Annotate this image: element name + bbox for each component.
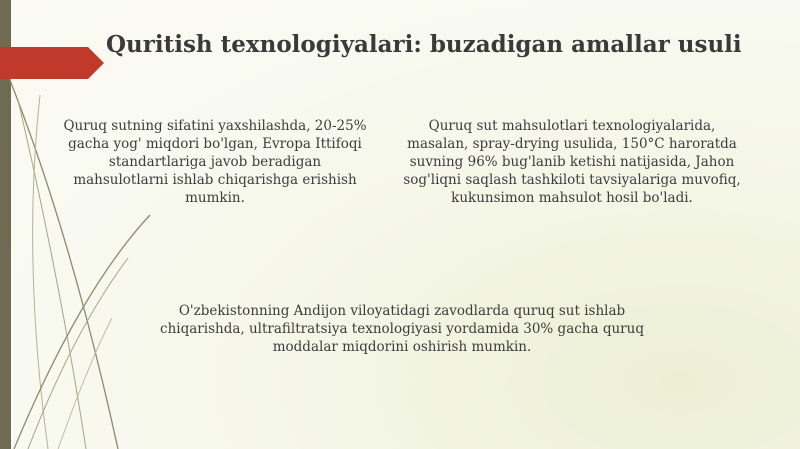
curve-line [33, 95, 48, 449]
text-block-bottom: O'zbekistonning Andijon viloyatidagi zavodlarda quruq sut ishlab chiqarishda, ultrafiltratsiya texnologiyasi yordamida 30% gacha quruq moddalar miqdorini oshirish mumkin. [160, 303, 644, 355]
slide-title: Quritish texnologiyalari: buzadigan amallar usuli [106, 31, 742, 58]
text-block-top-left: Quruq sutning sifatini yaxshilashda, 20-25% gacha yog' miqdori bo'lgan, Evropa Ittifoqi standartlariga javob beradigan mahsulotlarni ishlab chiqarishga erishish mumkin. [63, 118, 367, 206]
curve-line [14, 215, 150, 449]
text-block-top-right: Quruq sut mahsulotlari texnologiyalarida, masalan, spray-drying usulida, 150°C haroratda suvning 96% bug'lanib ketishi natijasida, Jahon sog'liqni saqlash tashkiloti tavsiyalariga muvofiq, kukunsimon mahsulot hosil bo'ladi. [403, 118, 741, 206]
title-arrow-shape [0, 47, 104, 79]
